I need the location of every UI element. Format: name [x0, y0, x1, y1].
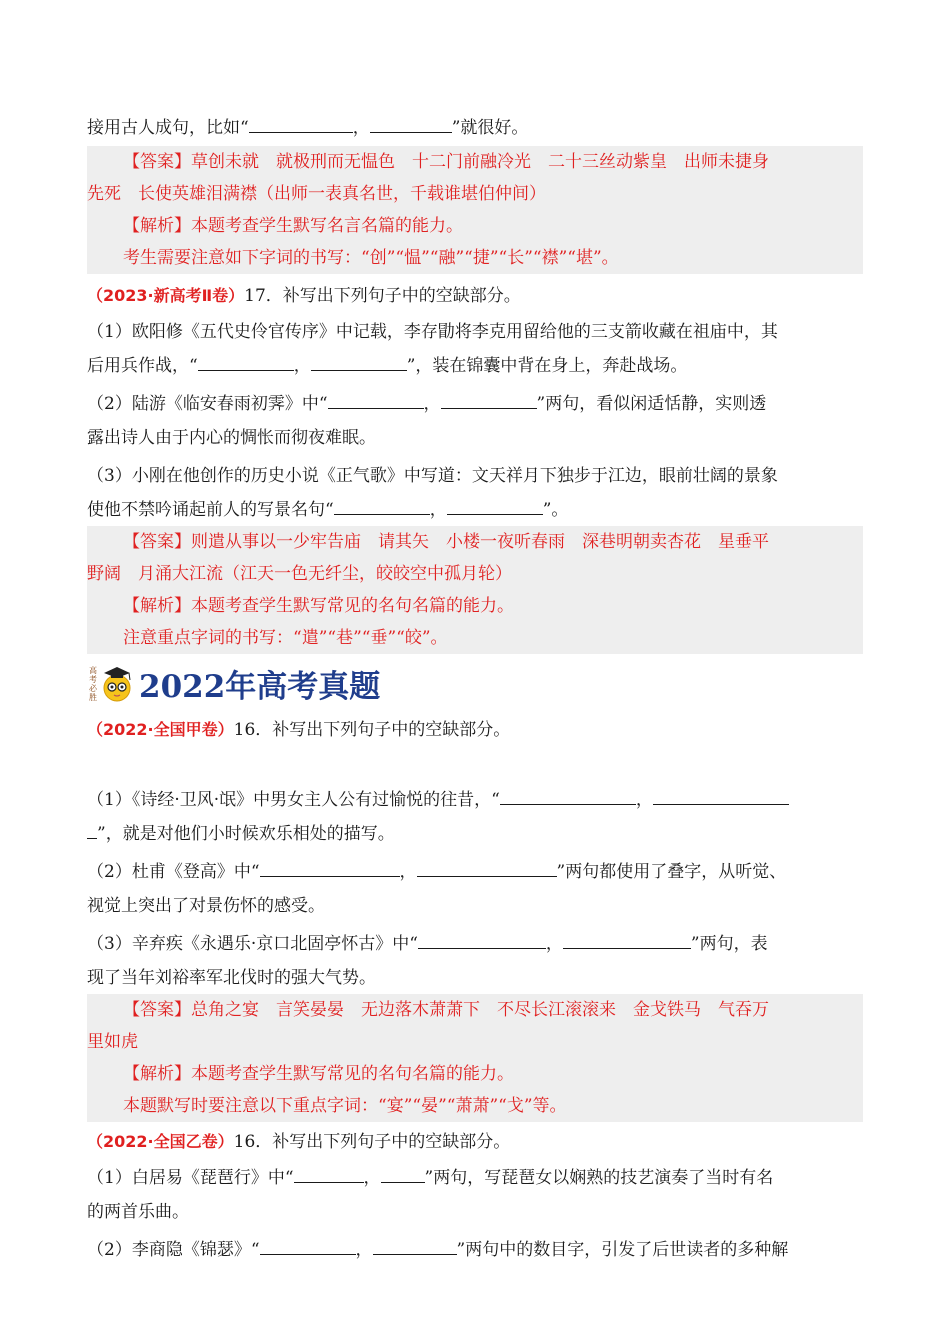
fill-blank — [87, 820, 97, 839]
note-line: 注意重点字词的书写：“遣”“巷”“垂”“皎”。 — [123, 628, 448, 648]
fill-blank — [294, 1164, 364, 1183]
fill-blank — [198, 352, 294, 371]
fill-blank — [334, 496, 430, 515]
fill-blank — [373, 1236, 457, 1255]
svg-text:高: 高 — [89, 666, 97, 675]
q-line: 使他不禁吟诵起前人的写景名句“ ， ”。 — [87, 494, 863, 526]
q-line: （1）《诗经·卫风·氓》中男女主人公有过愉悦的往昔，“ ， — [87, 784, 863, 816]
answer-line: 【答案】草创未就 就极刑而无愠色 十二门前融冷光 二十三丝动紫皇 出师未捷身 — [123, 152, 769, 172]
section-title: 2022年高考真题 — [139, 668, 381, 705]
fill-blank — [417, 858, 557, 877]
answer-block-1 — [87, 146, 863, 274]
analysis-line: 【解析】本题考查学生默写常见的名句名篇的能力。 — [123, 1064, 514, 1084]
answer-line: 野阔 月涌大江流（江天一色无纤尘，皎皎空中孤月轮） — [87, 564, 512, 584]
q-line: ”，就是对他们小时候欢乐相处的描写。 — [87, 818, 863, 850]
fill-blank — [381, 1164, 425, 1183]
answer-line: 【答案】则遣从事以一少牢告庙 请其矢 小楼一夜听春雨 深巷明朝卖杏花 星垂平 — [123, 532, 769, 552]
q-line: （2）陆游《临安春雨初霁》中“ ， ”两句，看似闲适恬静，实则透 — [87, 388, 863, 420]
source-tag: （2022·全国乙卷） — [87, 1132, 234, 1151]
fill-blank — [441, 390, 537, 409]
note-line: 本题默写时要注意以下重点字词：“宴”“晏”“萧萧”“戈”等。 — [123, 1096, 567, 1116]
fill-blank — [370, 114, 452, 133]
question-text: 16．补写出下列句子中的空缺部分。 — [233, 720, 511, 740]
question-header — [87, 714, 863, 746]
fill-blank — [653, 786, 789, 805]
q-line: （1）白居易《琵琶行》中“ ， ”两句，写琵琶女以娴熟的技艺演奏了当时有名 — [87, 1162, 863, 1194]
section-heading — [87, 660, 380, 706]
q-line: 视觉上突出了对景伤怀的感受。 — [87, 896, 325, 916]
source-tag: （2023·新高考Ⅱ卷） — [87, 286, 245, 305]
analysis-line: 【解析】本题考查学生默写常见的名句名篇的能力。 — [123, 596, 514, 616]
text: ”就很好。 — [451, 118, 529, 138]
q-line: 现了当年刘裕率军北伐时的强大气势。 — [87, 968, 376, 988]
fill-blank — [563, 930, 691, 949]
analysis-line: 【解析】本题考查学生默写名言名篇的能力。 — [123, 216, 463, 236]
fill-blank — [260, 1236, 356, 1255]
source-tag: （2022·全国甲卷） — [87, 720, 234, 739]
question-text: 17．补写出下列句子中的空缺部分。 — [244, 286, 521, 306]
fill-blank — [328, 390, 424, 409]
q-line: （2）杜甫《登高》中“ ， ”两句都使用了叠字，从听觉、 — [87, 856, 863, 888]
svg-text:考: 考 — [89, 675, 97, 684]
svg-text:胜: 胜 — [89, 693, 97, 702]
q-line: （1）欧阳修《五代史伶官传序》中记载，李存勖将李克用留给他的三支箭收藏在祖庙中，其 — [87, 322, 778, 342]
fill-blank — [418, 930, 546, 949]
text: ， — [352, 118, 370, 138]
svg-text:必: 必 — [89, 684, 97, 693]
fill-blank — [447, 496, 543, 515]
fill-blank — [260, 858, 400, 877]
answer-line: 【答案】总角之宴 言笑晏晏 无边落木萧萧下 不尽长江滚滚来 金戈铁马 气吞万 — [123, 1000, 769, 1020]
q-line: 后用兵作战，“ ， ”，装在锦囊中背在身上，奔赴战场。 — [87, 350, 863, 382]
note-line: 考生需要注意如下字词的书写：“创”“愠”“融”“捷”“长”“襟”“堪”。 — [123, 248, 619, 268]
fill-blank — [249, 114, 353, 133]
question-text: 16．补写出下列句子中的空缺部分。 — [233, 1132, 511, 1152]
fill-blank — [500, 786, 636, 805]
q-line: （2）李商隐《锦瑟》“ ， ”两句中的数目字，引发了后世读者的多种解 — [87, 1234, 863, 1266]
graduate-owl-icon — [87, 663, 135, 703]
answer-line: 先死 长使英雄泪满襟（出师一表真名世，千载谁堪伯仲间） — [87, 184, 546, 204]
question-header — [87, 280, 863, 312]
answer-block-2 — [87, 526, 863, 654]
q-line: 的两首乐曲。 — [87, 1202, 189, 1222]
q-line: （3）辛弃疾《永遇乐·京口北固亭怀古》中“ ， ”两句，表 — [87, 928, 863, 960]
fill-blank — [311, 352, 407, 371]
q-line: 露出诗人由于内心的惆怅而彻夜难眠。 — [87, 428, 376, 448]
answer-block-3 — [87, 994, 863, 1122]
q-line: （3）小刚在他创作的历史小说《正气歌》中写道：文天祥月下独步于江边，眼前壮阔的景象 — [87, 466, 778, 486]
answer-line: 里如虎 — [87, 1032, 138, 1052]
question-header — [87, 1126, 863, 1158]
intro-tail-line — [87, 112, 863, 144]
text: 接用古人成句，比如“ — [87, 118, 249, 138]
